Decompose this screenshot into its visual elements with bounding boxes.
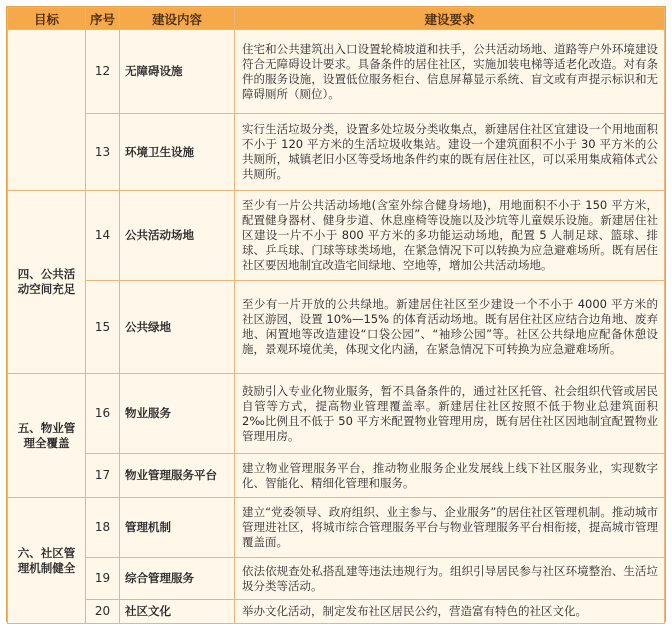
- row-content: 公共绿地: [120, 281, 235, 374]
- table-row: [8, 374, 665, 454]
- row-requirement: 住宅和公共建筑出入口设置轮椅坡道和扶手，公共活动场地、道路等户外环境建设符合无障碍设计要求。具备条件的居住社区，实施加装电梯等适老化改造。对有条件的服务设施，设置低位服务柜台、信息屏幕显示系统、盲文或有声提示标识和无障碍厕所（厕位）。: [235, 30, 665, 114]
- row-index: 19: [86, 558, 120, 600]
- row-content: 物业管理服务平台: [120, 454, 235, 498]
- table-row: [8, 114, 665, 191]
- table-row: [8, 600, 665, 624]
- table-row: [8, 558, 665, 600]
- goal-cell: 六、社区管理机制健全: [8, 498, 86, 624]
- row-index: 16: [86, 374, 120, 454]
- row-requirement: 鼓励引入专业化物业服务，暂不具备条件的，通过社区托管、社会组织代管或居民自管等方式，提高物业管理覆盖率。新建居住社区按照不低于物业总建筑面积 2‰比例且不低于 50 平方米配置物业管理用房，既有居住社区因地制宜配置物业管理用房。: [235, 374, 665, 454]
- row-content: 管理机制: [120, 498, 235, 558]
- row-index: 15: [86, 281, 120, 374]
- goal-cell-continued: [8, 30, 86, 191]
- table-row: [8, 191, 665, 281]
- goal-cell: 四、公共活动空间充足: [8, 191, 86, 374]
- table-row: [8, 30, 665, 114]
- row-content: 社区文化: [120, 600, 235, 624]
- row-content: 环境卫生设施: [120, 114, 235, 191]
- row-requirement: 实行生活垃圾分类，设置多处垃圾分类收集点，新建居住社区宜建设一个用地面积不小于 120 平方米的生活垃圾收集站。建设一个建筑面积不小于 30 平方米的公共厕所，城镇老旧小区等受场地条件约束的既有居住社区，可以采用集成箱体式公共厕所。: [235, 114, 665, 191]
- header-goal: 目标: [8, 8, 86, 30]
- header-content: 建设内容: [120, 8, 235, 30]
- requirements-table: [7, 7, 665, 624]
- table-row: [8, 454, 665, 498]
- row-content: 综合管理服务: [120, 558, 235, 600]
- header-index: 序号: [86, 8, 120, 30]
- row-requirement: 建立“党委领导、政府组织、业主参与、企业服务”的居住社区管理机制。推动城市管理进社区，将城市综合管理服务平台与物业管理服务平台相衔接，提高城市管理覆盖面。: [235, 498, 665, 558]
- row-requirement: 至少有一片开放的公共绿地。新建居住社区至少建设一个不小于 4000 平方米的社区游园，设置 10%—15% 的体育活动场地。既有居住社区应结合边角地、废弃地、闲置地等改造建设“口袋公园”、“袖珍公园”等。社区公共绿地应配备休憩设施，景观环境优美，体现文化内涵，在紧急情况下可转换为应急避难场所。: [235, 281, 665, 374]
- table-header-row: [8, 8, 665, 30]
- row-requirement: 建立物业管理服务平台，推动物业服务企业发展线上线下社区服务业，实现数字化、智能化、精细化管理和服务。: [235, 454, 665, 498]
- row-index: 20: [86, 600, 120, 624]
- header-requirement: 建设要求: [235, 8, 665, 30]
- row-content: 公共活动场地: [120, 191, 235, 281]
- requirements-table-frame: [6, 6, 666, 622]
- table-row: [8, 281, 665, 374]
- row-index: 17: [86, 454, 120, 498]
- goal-cell: 五、物业管理全覆盖: [8, 374, 86, 498]
- row-index: 18: [86, 498, 120, 558]
- row-index: 13: [86, 114, 120, 191]
- row-index: 12: [86, 30, 120, 114]
- row-requirement: 至少有一片公共活动场地(含室外综合健身场地)，用地面积不小于 150 平方米，配置健身器材、健身步道、休息座椅等设施以及沙坑等儿童娱乐设施。新建居住社区建设一片不小于 800 平方米的多功能运动场地，配置 5 人制足球、篮球、排球、乒乓球、门球等球类场地，在紧急情况下可以转换为应急避难场所。既有居住社区要因地制宜改造宅间绿地、空地等，增加公共活动场地。: [235, 191, 665, 281]
- row-content: 物业服务: [120, 374, 235, 454]
- row-requirement: 依法依规查处私搭乱建等违法违规行为。组织引导居民参与社区环境整治、生活垃圾分类等活动。: [235, 558, 665, 600]
- row-content: 无障碍设施: [120, 30, 235, 114]
- table-row: [8, 498, 665, 558]
- row-index: 14: [86, 191, 120, 281]
- row-requirement: 举办文化活动，制定发布社区居民公约，营造富有特色的社区文化。: [235, 600, 665, 624]
